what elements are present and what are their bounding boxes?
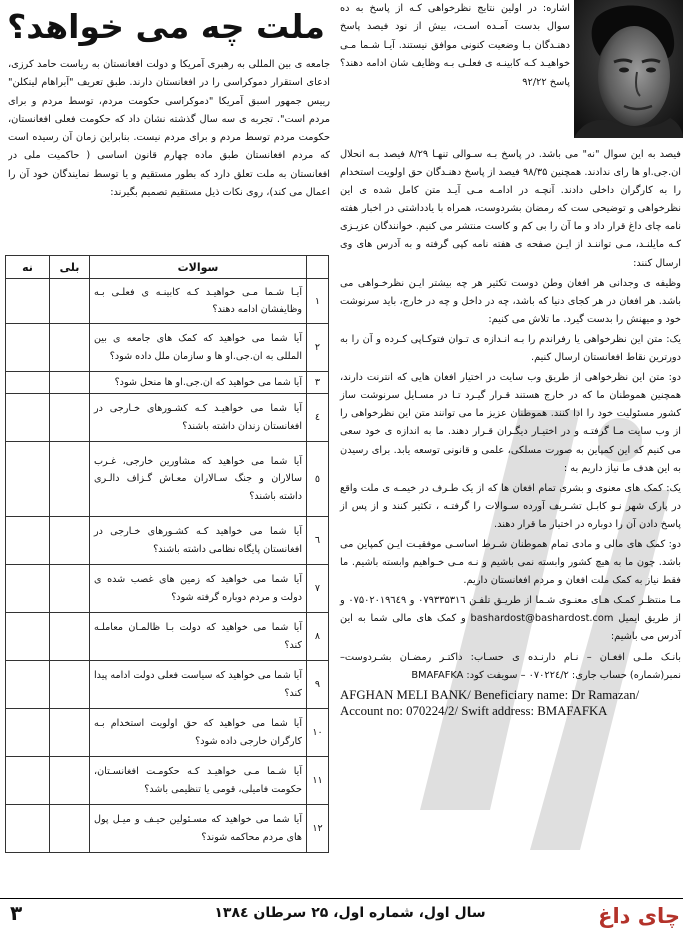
header-questions: سوالات bbox=[90, 256, 307, 279]
page-footer bbox=[0, 898, 683, 935]
contact-paragraph: مـا منتظـر کمـک هـای معنـوی شـما از طریـق تلفـن ۰۷۹۳۳۵۳۱٦ و ۰۷۵۰۲۰۱۹٦٤۹ و از طریق ایمیل bashardost@bashardost.com و کمک های مالی شما به این آدرس می باشیم: bbox=[340, 595, 681, 643]
table-row bbox=[6, 661, 329, 709]
bank-line-2: Account no: 070224/2/ Swift address: BMAFAFKA bbox=[340, 703, 608, 718]
table-row bbox=[6, 805, 329, 853]
question-number: ٥ bbox=[307, 442, 329, 517]
answer-no-cell[interactable] bbox=[6, 517, 50, 565]
table-header-row bbox=[6, 256, 329, 279]
article-body bbox=[340, 146, 681, 719]
bank-line-1: AFGHAN MELI BANK/ Beneficiary name: Dr Ramazan/ bbox=[340, 687, 640, 702]
questions-table bbox=[5, 255, 329, 853]
question-text: آیـا شـما مـی خواهیـد کـه کابینـه ی فعلـی بـه وظایفشان ادامه دهند؟ bbox=[90, 279, 307, 324]
body-paragraph: دو: متن این نظرخواهی از طریق وب سایت در اختیار افغان هایی که انترنت دارند، همچنین هموطنان ما که در خارج هستند قـرار گیـرد تـا در مسـایل سرنوشت ساز کشور مسئولیت خود را ادا کنند. هموطنان عزیز ما می توانند متن این نظرخواهی را از وب سایت مـا گرفتـه و در اختیـار دیگـران قـرار دهند. ما به اندازه ی خود سعی می کنیم که این کمپاین به صورت مسلکی، علمی و قانونی توسعه یابد. برای رسیدن به این هدف ما نیاز داریم به : bbox=[340, 372, 681, 474]
answer-yes-cell[interactable] bbox=[50, 372, 90, 394]
header-yes: بلی bbox=[50, 256, 90, 279]
page-title: ملت چه می خواهد؟ bbox=[7, 7, 325, 46]
answer-yes-cell[interactable] bbox=[50, 442, 90, 517]
bank-paragraph: بانـک ملـی افغـان – نـام دارنـده ی حسـاب: داکتـر رمضـان بشـردوست– نمبر(شماره) حساب جاری: ۰۷۰۲۲٤/۲ – سویفت کود: BMAFAFKA bbox=[340, 651, 681, 681]
question-text: آیا شما می خواهید که مسـئولین حیـف و میـل پول های مردم محاکمه شوند؟ bbox=[90, 805, 307, 853]
answer-no-cell[interactable] bbox=[6, 324, 50, 372]
table-row bbox=[6, 324, 329, 372]
question-text: آیا شما می خواهید که دولت بـا ظالمـان معاملـه کند؟ bbox=[90, 613, 307, 661]
issue-info: سال اول، شماره اول، ۲۵ سرطان ۱۳۸٤ bbox=[214, 905, 486, 921]
body-paragraph: یک: متن این نظرخواهی یا رفراندم را بـه انـدازه ی تـوان فتوکـاپی کـرده و آن را به دورترین نقاط افغانستان ارسال کنیم. bbox=[340, 333, 681, 364]
table-row bbox=[6, 372, 329, 394]
answer-yes-cell[interactable] bbox=[50, 565, 90, 613]
answer-no-cell[interactable] bbox=[6, 442, 50, 517]
answer-no-cell[interactable] bbox=[6, 709, 50, 757]
question-number: ۱۲ bbox=[307, 805, 329, 853]
answer-no-cell[interactable] bbox=[6, 394, 50, 442]
question-number: ۱۱ bbox=[307, 757, 329, 805]
question-number: ۳ bbox=[307, 372, 329, 394]
question-text: آیا شما می خواهید که زمین های غصب شده ی دولت و مردم دوباره گرفته شود؟ bbox=[90, 565, 307, 613]
answer-no-cell[interactable] bbox=[6, 565, 50, 613]
body-paragraph: فیصد به این سوال "نه" می باشد. در پاسخ بـه سـوالی تنهـا ۸/۲۹ فیصد بـه انحلال ان.جی.او ها رای ندادند. همچنین ۹۸/۳۵ فیصد از پاسخ دهنـدگان حق اولویت استخدام را به کارگران داخلی دادند. آنچـه در ادامـه مـی آیـد متن کامل شده ی این نظرخواهی و توضیحی ست که رمضان بشردوست، همراه با یادداشتی در اخبار هفته نامه چای داغ قرار داد و ما آن را بی کم و کاست منتشر می کنیم. خوانندگان عزیـزی کـه مایلنـد، مـی تواننـد از ایـن صفحه ی هفته نامه کپی گرفته و به آدرس های وی ارسال کنند: bbox=[340, 149, 681, 269]
answer-yes-cell[interactable] bbox=[50, 709, 90, 757]
answer-yes-cell[interactable] bbox=[50, 517, 90, 565]
table-row bbox=[6, 565, 329, 613]
question-number: ٤ bbox=[307, 394, 329, 442]
answer-yes-cell[interactable] bbox=[50, 613, 90, 661]
answer-no-cell[interactable] bbox=[6, 805, 50, 853]
answer-no-cell[interactable] bbox=[6, 661, 50, 709]
question-text: آیا شما می خواهید کـه کشـورهای خـارجی در افغانستان پایگاه نظامی داشته باشند؟ bbox=[90, 517, 307, 565]
portrait-photo bbox=[574, 0, 683, 138]
answer-no-cell[interactable] bbox=[6, 372, 50, 394]
header-number bbox=[307, 256, 329, 279]
table-row bbox=[6, 279, 329, 324]
answer-yes-cell[interactable] bbox=[50, 805, 90, 853]
question-text: آیا شما می خواهیـد کـه کشـورهای خـارجی در افغانستان زندان داشته باشند؟ bbox=[90, 394, 307, 442]
answer-no-cell[interactable] bbox=[6, 279, 50, 324]
question-text: آیا شما می خواهید که کمک های جامعه ی بین المللی به ان.جی.او ها و سازمان ملل داده شود؟ bbox=[90, 324, 307, 372]
table-row bbox=[6, 757, 329, 805]
answer-yes-cell[interactable] bbox=[50, 757, 90, 805]
answer-no-cell[interactable] bbox=[6, 613, 50, 661]
publication-logo: چای داغ bbox=[598, 904, 680, 928]
body-paragraph: وظیفه ی وجدانی هر افغان وطن دوست تکثیر هر چه بیشتر ایـن نظرخـواهی می باشد. هر افغان در هر کجای دنیا که باشد، چه در داخل و چه در خارج، باید سرنوشت خود و میهنش را بدست گیرد. ما تلاش می کنیم: bbox=[340, 277, 681, 325]
body-paragraph: دو: کمک های مالی و مادی تمام هموطنان شـرط اساسـی موفقیـت ایـن کمپاین می باشد. چون ما به هیچ کشور وابسته نمی باشیم و نـه مـی خـواهیم وابسته باشیم. ما فقط نیاز به کمک ملت افغان و مردم افغانستان داریم. bbox=[340, 538, 681, 587]
answer-yes-cell[interactable] bbox=[50, 661, 90, 709]
body-paragraph: یک: کمک های معنوی و بشری تمام افغان ها که از یک طـرف در خیمـه ی ملت واقع در پارک شهر نـو کابـل تشـریف آورده سـوالات را گرفتـه ، تکثیر کنند و از پس از پاسخ دادن آن را دوباره در اختیار ما قرار دهند. bbox=[340, 482, 681, 530]
question-text: آیا شما می خواهید که سیاست فعلی دولت ادامه پیدا کند؟ bbox=[90, 661, 307, 709]
header-no: نه bbox=[6, 256, 50, 279]
table-row bbox=[6, 442, 329, 517]
excerpt-paragraph: اشاره: در اولین نتایج نظرخواهی کـه از پاسخ به ده سوال بدست آمـده اسـت، بیش از نود فیصد پاسخ دهنـدگان بـا وضعیت کنونی موافق نیستند. آیـا شـما مـی خواهیـد کـه کابینـه ی فعلـی بـه وظایف شان ادامه دهند؟ پاسخ ۹۲/۲۲ bbox=[340, 3, 570, 88]
question-text: آیا شما می خواهید که مشاورین خارجی، غـرب سالاران و جنگ سـالاران معـاش گـزاف دالـری داشته باشند؟ bbox=[90, 442, 307, 517]
answer-yes-cell[interactable] bbox=[50, 394, 90, 442]
question-number: ۷ bbox=[307, 565, 329, 613]
intro-paragraph: جامعه ی بین المللی به رهبری آمریکا و دولت افغانستان به ریاست حامد کرزی، ادعای استقرار دموکراسی را در افغانستان دارند. طبق تعریف "آبراهام لینکلن" رییس جمهور اسبق آمریکا "دموکراسی حکومت مردم، توسط مردم و برای مردم است". تجربه ی سه سال گذشته نشان داد که حکومت فعلی افغانستان، حکومت مردم توسط مردم و برای مردم نیست. بنابراین زمان آن رسیده است که مردم افغانستان طبق ماده چهارم قانون اساسی ( حاکمیت ملی در افغانستان به ملت تعلق دارد که بطور مستقیم و یا توسط نمایندگان خود آن را اعمال می کند)، روی نکات ذیل مستقیم تصمیم بگیرند: bbox=[8, 59, 330, 199]
question-text: آیا شما می خواهید که حق اولویت استخدام بـه کارگران خارجی داده شود؟ bbox=[90, 709, 307, 757]
table-row bbox=[6, 709, 329, 757]
portrait-image bbox=[574, 0, 683, 138]
table-row bbox=[6, 613, 329, 661]
question-text: آیا شما می خواهید که ان.جی.او ها منحل شود؟ bbox=[90, 372, 307, 394]
table-row bbox=[6, 517, 329, 565]
question-number: ۱۰ bbox=[307, 709, 329, 757]
answer-yes-cell[interactable] bbox=[50, 324, 90, 372]
question-number: ٦ bbox=[307, 517, 329, 565]
table-row bbox=[6, 394, 329, 442]
question-number: ۱ bbox=[307, 279, 329, 324]
bank-details-english bbox=[340, 687, 681, 719]
question-number: ۲ bbox=[307, 324, 329, 372]
page-number: ۳ bbox=[10, 901, 23, 925]
question-number: ۸ bbox=[307, 613, 329, 661]
question-number: ۹ bbox=[307, 661, 329, 709]
question-text: آیا شـما مـی خواهیـد کـه حکومـت افغانسـتان، حکومت فامیلی، قومی یا تنظیمی باشد؟ bbox=[90, 757, 307, 805]
answer-yes-cell[interactable] bbox=[50, 279, 90, 324]
answer-no-cell[interactable] bbox=[6, 757, 50, 805]
